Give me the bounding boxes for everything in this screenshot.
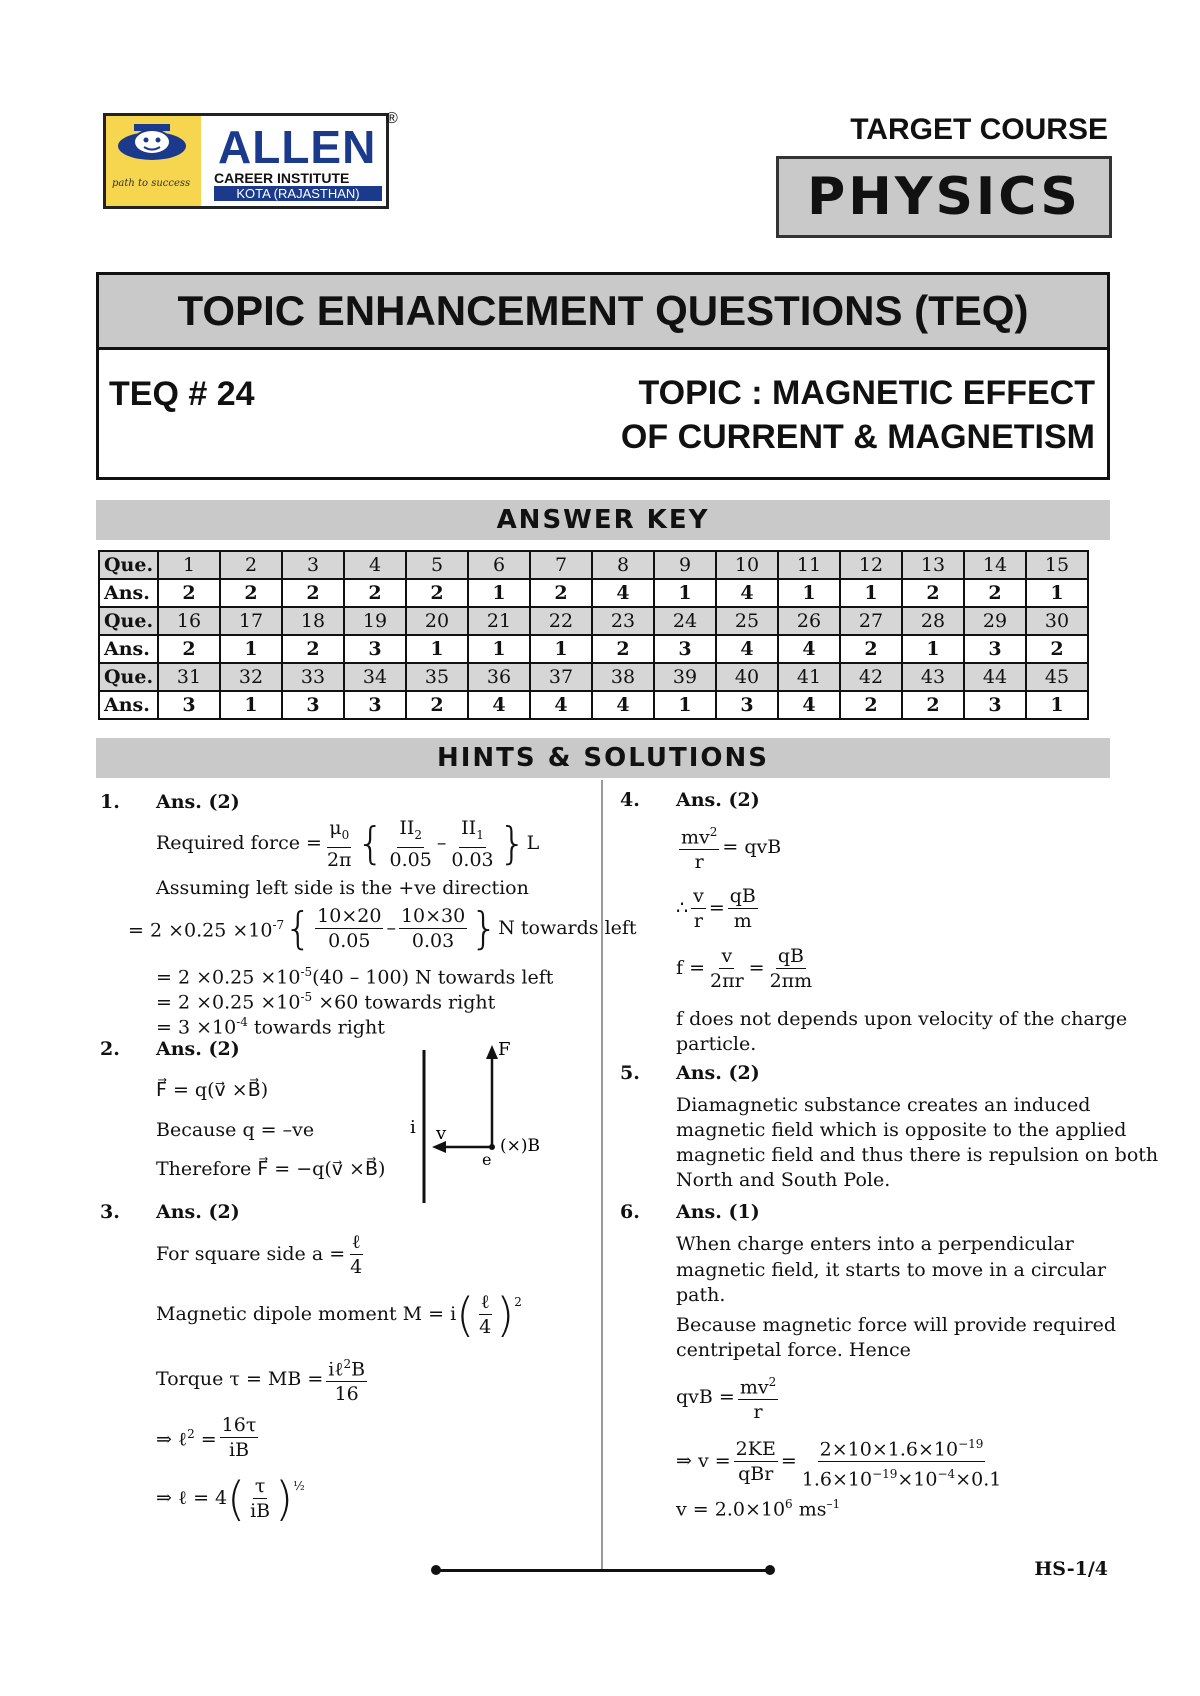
question-cell: 23: [592, 607, 654, 635]
footer-dot-left: [431, 1565, 441, 1575]
question-cell: 29: [964, 607, 1026, 635]
answer-cell: 2: [964, 579, 1026, 607]
teq-topic-line2: OF CURRENT & MAGNETISM: [620, 418, 1095, 456]
sol6-result: $v = 2.0\times 10^6$ $ms^{-1}$: [676, 1497, 841, 1521]
sol4-number: 4.: [620, 789, 640, 811]
question-cell: 24: [654, 607, 716, 635]
logo-mascot-icon: [106, 116, 201, 176]
question-cell: 10: [716, 551, 778, 579]
question-cell: 4: [344, 551, 406, 579]
logo-line2: KOTA (RAJASTHAN): [214, 186, 382, 201]
hints-heading: HINTS & SOLUTIONS: [96, 738, 1110, 778]
sol4-eq2: ∴ $\frac{v}{r}$ = $\frac{qB}{m}$: [676, 885, 756, 932]
diagram-B-label: (×)B: [500, 1136, 541, 1156]
answer-cell: 4: [716, 635, 778, 663]
answer-key-heading: ANSWER KEY: [96, 500, 1110, 540]
subject-box: [776, 156, 1112, 238]
sol2-answer: Ans. (2): [156, 1038, 240, 1060]
answer-row: [99, 635, 1088, 663]
answer-cell: 2: [406, 691, 468, 719]
sol1-formula: Required force = $\frac{\mu_0}{2\pi}$ { $\frac{II_2}{0.05}$ – $\frac{II_1}{0.03}$ } L: [156, 817, 540, 871]
answer-cell: 1: [468, 579, 530, 607]
teq-title-bar: [99, 275, 1107, 350]
teq-number: TEQ # 24: [109, 375, 255, 413]
question-cell: 30: [1026, 607, 1088, 635]
registered-mark: ®: [386, 110, 398, 127]
answer-cell: 3: [654, 635, 716, 663]
question-cell: 33: [282, 663, 344, 691]
sol1-line6: = $3 \times 10^{-4}$ towards right: [156, 1015, 385, 1039]
sol3-square: For square side a = $\frac{\text{ℓ}}{4}$: [156, 1231, 363, 1278]
question-cell: 16: [158, 607, 220, 635]
question-cell: 9: [654, 551, 716, 579]
question-row: [99, 607, 1088, 635]
page-number: HS-1/4: [1034, 1558, 1108, 1580]
logo-tagline: path to success: [112, 178, 191, 189]
question-cell: 2: [220, 551, 282, 579]
question-cell: 25: [716, 607, 778, 635]
answer-cell: 1: [902, 635, 964, 663]
sol5-text3: magnetic field and thus there is repulsion on both: [676, 1144, 1159, 1166]
question-cell: 32: [220, 663, 282, 691]
answer-cell: 4: [778, 691, 840, 719]
subject-title: PHYSICS: [807, 167, 1081, 227]
question-cell: 39: [654, 663, 716, 691]
question-row: [99, 551, 1088, 579]
sol2-number: 2.: [100, 1038, 120, 1060]
question-cell: 17: [220, 607, 282, 635]
allen-logo: [103, 113, 389, 209]
answer-cell: 2: [344, 579, 406, 607]
answer-cell: 2: [220, 579, 282, 607]
answer-cell: 1: [406, 635, 468, 663]
teq-topic-line1: TOPIC : MAGNETIC EFFECT: [638, 374, 1095, 412]
sol3-number: 3.: [100, 1201, 120, 1223]
answer-cell: 2: [1026, 635, 1088, 663]
sol6-text5: centripetal force. Hence: [676, 1339, 911, 1361]
sol1-line5: = $2 \times 0.25 \times 10^{-5} \times 60$ towards right: [156, 990, 496, 1014]
sol5-text4: North and South Pole.: [676, 1169, 891, 1191]
question-cell: 7: [530, 551, 592, 579]
answer-cell: 3: [964, 691, 1026, 719]
sol5-answer: Ans. (2): [676, 1062, 760, 1084]
sol2-therefore: Therefore F⃗ = −q(v⃗ ×B⃗): [156, 1158, 386, 1180]
column-divider: [601, 780, 603, 1570]
answer-key-table: [98, 550, 1089, 720]
question-cell: 12: [840, 551, 902, 579]
question-cell: 13: [902, 551, 964, 579]
sol3-dipole: Magnetic dipole moment M = i ( $\frac{\text{ℓ}}{4}$ ) $^2$: [156, 1287, 522, 1342]
sol2-force-eq: F⃗ = q(v⃗ ×B⃗): [156, 1079, 269, 1101]
ans-label: Ans.: [99, 691, 158, 719]
diagram-i-label: i: [410, 1117, 416, 1138]
teq-title: TOPIC ENHANCEMENT QUESTIONS (TEQ): [177, 287, 1029, 334]
answer-cell: 4: [468, 691, 530, 719]
sol1-required: Required force =: [156, 832, 322, 855]
diagram-v-label: v: [436, 1123, 447, 1144]
sol5-text1: Diamagnetic substance creates an induced: [676, 1094, 1091, 1116]
answer-cell: 4: [778, 635, 840, 663]
answer-cell: 4: [592, 579, 654, 607]
sol6-eq1: qvB = $\frac{mv^2}{r}$: [676, 1370, 781, 1424]
que-label: Que.: [99, 551, 158, 579]
ans-label: Ans.: [99, 579, 158, 607]
answer-cell: 3: [344, 691, 406, 719]
footer-line: [436, 1569, 770, 1572]
question-cell: 1: [158, 551, 220, 579]
sol4-note: f does not depends upon velocity of the charge: [676, 1008, 1128, 1030]
question-cell: 38: [592, 663, 654, 691]
answer-cell: 1: [220, 635, 282, 663]
sol4-eq1: $\frac{mv^2}{r}$ = qvB: [676, 820, 781, 874]
answer-cell: 3: [716, 691, 778, 719]
answer-cell: 2: [840, 691, 902, 719]
question-cell: 3: [282, 551, 344, 579]
sol6-text3: path.: [676, 1284, 726, 1306]
sol1-assume: Assuming left side is the +ve direction: [156, 877, 529, 899]
answer-cell: 2: [530, 579, 592, 607]
question-cell: 5: [406, 551, 468, 579]
sol4-answer: Ans. (2): [676, 789, 760, 811]
answer-cell: 2: [406, 579, 468, 607]
answer-cell: 2: [902, 691, 964, 719]
question-cell: 22: [530, 607, 592, 635]
question-cell: 20: [406, 607, 468, 635]
question-cell: 27: [840, 607, 902, 635]
question-cell: 44: [964, 663, 1026, 691]
question-cell: 41: [778, 663, 840, 691]
question-cell: 36: [468, 663, 530, 691]
sol3-l-squared: ⇒ ℓ$^2$ = $\frac{16\tau}{iB}$: [156, 1414, 257, 1461]
answer-cell: 3: [282, 691, 344, 719]
question-cell: 45: [1026, 663, 1088, 691]
sol6-text2: magnetic field, it starts to move in a circular: [676, 1259, 1107, 1281]
sol1-answer: Ans. (2): [156, 791, 240, 813]
diagram-e-label: e: [482, 1150, 492, 1169]
target-course: TARGET COURSE: [850, 113, 1108, 146]
question-cell: 14: [964, 551, 1026, 579]
sol3-torque: Torque τ = MB = $\frac{i\ell^2B}{16}$: [156, 1352, 370, 1406]
question-cell: 15: [1026, 551, 1088, 579]
mu-frac: $\frac{\mu_0}{2\pi}$: [326, 817, 352, 871]
sol6-text1: When charge enters into a perpendicular: [676, 1233, 1074, 1255]
que-label: Que.: [99, 607, 158, 635]
sol4-note2: particle.: [676, 1033, 757, 1055]
answer-cell: 2: [158, 579, 220, 607]
question-cell: 21: [468, 607, 530, 635]
sol6-eq2: ⇒ v = $\frac{2KE}{\text{qBr}}$ = $\frac{2\times 10\times 1.6\times 10^{-19}}{1.6\times 10^{-19}\times 10^{-4}\times 0.1}$: [676, 1432, 1006, 1492]
answer-cell: 1: [778, 579, 840, 607]
question-cell: 31: [158, 663, 220, 691]
sol3-answer: Ans. (2): [156, 1201, 240, 1223]
answer-row: [99, 579, 1088, 607]
diagram-F-label: F: [498, 1039, 511, 1060]
sol2-force-diagram: [410, 1035, 550, 1205]
sol2-because: Because q = –ve: [156, 1119, 315, 1141]
question-cell: 34: [344, 663, 406, 691]
sol6-text4: Because magnetic force will provide required: [676, 1314, 1117, 1336]
ans-label: Ans.: [99, 635, 158, 663]
answer-cell: 1: [468, 635, 530, 663]
answer-cell: 4: [592, 691, 654, 719]
question-cell: 40: [716, 663, 778, 691]
logo-line1: CAREER INSTITUTE: [214, 170, 350, 186]
question-cell: 6: [468, 551, 530, 579]
question-row: [99, 663, 1088, 691]
sol1-towards-left: N towards left: [498, 917, 637, 939]
answer-cell: 3: [344, 635, 406, 663]
answer-cell: 1: [654, 579, 716, 607]
sol6-number: 6.: [620, 1201, 640, 1223]
answer-cell: 2: [282, 579, 344, 607]
sol1-line3: = $2 \times 0.25 \times 10^{-7}$ { $\frac{10\times 20}{0.05}$ – $\frac{10\times 30}{0.03}$ } N towards left: [128, 902, 637, 954]
sol1-number: 1.: [100, 791, 120, 813]
sol5-number: 5.: [620, 1062, 640, 1084]
question-cell: 28: [902, 607, 964, 635]
sol5-text2: magnetic field which is opposite to the applied: [676, 1119, 1127, 1141]
question-cell: 11: [778, 551, 840, 579]
logo-brand: ALLEN: [218, 121, 377, 173]
footer-dot-right: [765, 1565, 775, 1575]
teq-header-box: [96, 272, 1110, 480]
answer-cell: 2: [282, 635, 344, 663]
answer-cell: 2: [840, 635, 902, 663]
que-label: Que.: [99, 663, 158, 691]
answer-cell: 1: [654, 691, 716, 719]
question-cell: 43: [902, 663, 964, 691]
answer-cell: 2: [158, 635, 220, 663]
answer-cell: 3: [158, 691, 220, 719]
question-cell: 37: [530, 663, 592, 691]
question-cell: 42: [840, 663, 902, 691]
answer-cell: 4: [530, 691, 592, 719]
answer-cell: 4: [716, 579, 778, 607]
sol1-line4: = $2 \times 0.25 \times 10^{-5}(40 - 100)$ N towards left: [156, 965, 554, 989]
question-cell: 18: [282, 607, 344, 635]
answer-cell: 2: [592, 635, 654, 663]
logo-emblem: [106, 116, 201, 206]
question-cell: 35: [406, 663, 468, 691]
sol4-eq3: f = $\frac{v}{2\pi r}$ = $\frac{qB}{2\pi m}$: [676, 945, 813, 992]
teq-topic: [621, 371, 1095, 459]
question-cell: 8: [592, 551, 654, 579]
answer-cell: 3: [964, 635, 1026, 663]
answer-cell: 1: [1026, 579, 1088, 607]
answer-row: [99, 691, 1088, 719]
sol6-answer: Ans. (1): [676, 1201, 760, 1223]
sol3-l-result: ⇒ ℓ = 4 ( $\frac{\tau}{iB}$ ) $^{\frac{1}{2}}$: [156, 1471, 305, 1526]
answer-cell: 1: [1026, 691, 1088, 719]
answer-cell: 1: [840, 579, 902, 607]
answer-cell: 1: [530, 635, 592, 663]
answer-cell: 1: [220, 691, 282, 719]
question-cell: 26: [778, 607, 840, 635]
answer-cell: 2: [902, 579, 964, 607]
question-cell: 19: [344, 607, 406, 635]
